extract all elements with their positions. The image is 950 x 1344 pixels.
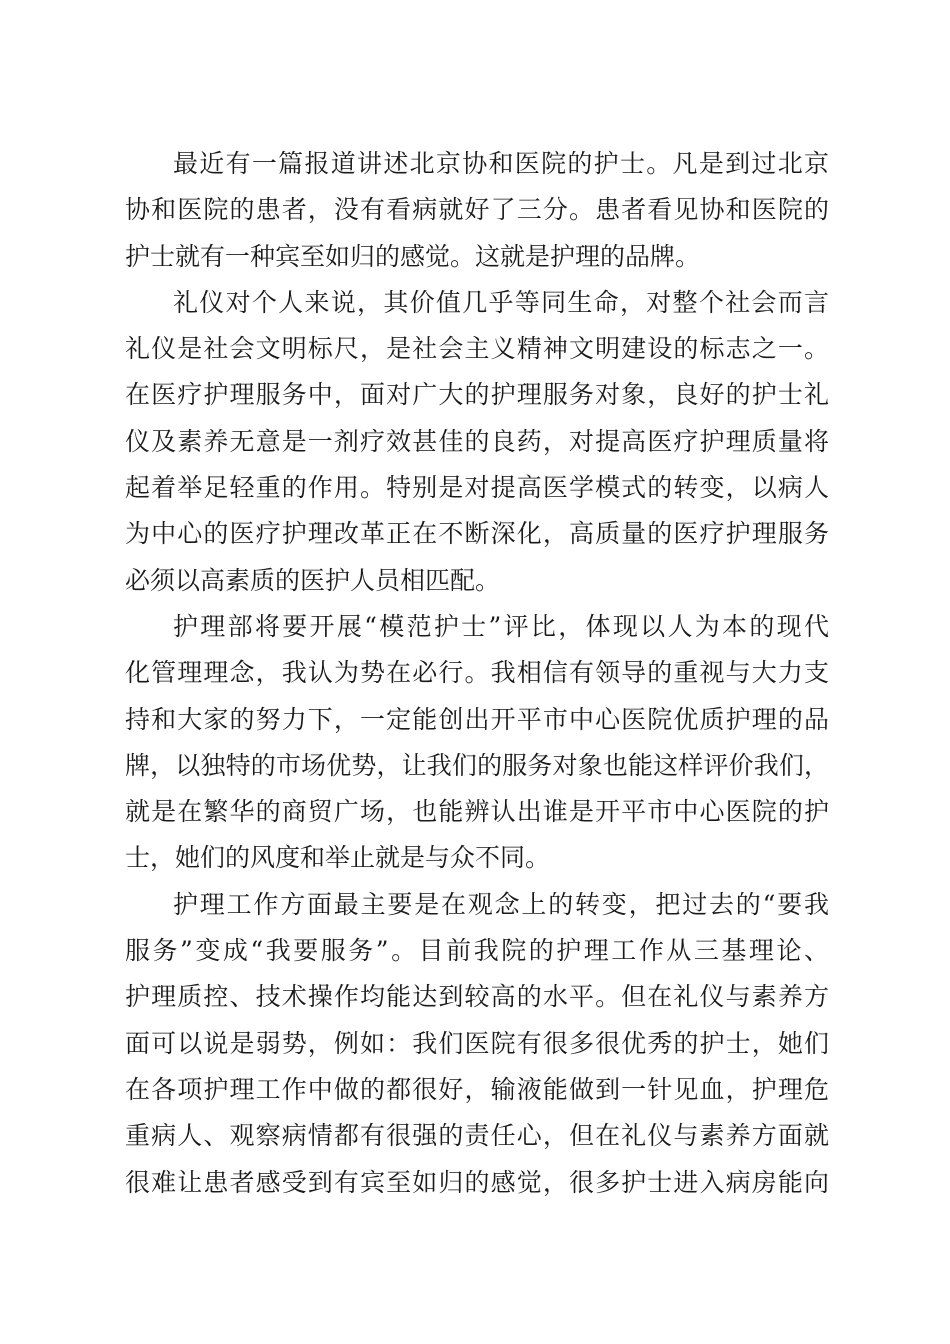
paragraph-2-line-4: 仪及素养无意是一剂疗效甚佳的良药，对提高医疗护理质量将 [125,426,829,456]
paragraph-2-line-3: 在医疗护理服务中，面对广大的护理服务对象，良好的护士礼 [125,380,829,410]
paragraph-3-line-1: 护理部将要开展“模范护士”评比，体现以人为本的现代 [173,611,829,641]
paragraph-1-line-1: 最近有一篇报道讲述北京协和医院的护士。凡是到过北京 [173,149,829,178]
paragraph-4-line-3: 护理质控、技术操作均能达到较高的水平。但在礼仪与素养方 [125,982,829,1012]
paragraph-1-line-2: 协和医院的患者，没有看病就好了三分。患者看见协和医院的 [125,195,829,225]
paragraph-3-line-2: 化管理理念，我认为势在必行。我相信有领导的重视与大力支 [125,658,829,688]
paragraph-2-line-6: 为中心的医疗护理改革正在不断深化，高质量的医疗护理服务 [125,519,829,549]
body-text [125,141,829,1206]
paragraph-4-line-1: 护理工作方面最主要是在观念上的转变，把过去的“要我 [173,889,829,919]
paragraph-2-line-1: 礼仪对个人来说，其价值几乎等同生命，对整个社会而言 [173,287,829,317]
paragraph-3-line-4: 牌，以独特的市场优势，让我们的服务对象也能这样评价我们， [125,750,829,780]
paragraph-4-line-2: 服务”变成“我要服务”。目前我院的护理工作从三基理论、 [125,936,829,966]
paragraph-4-line-4: 面可以说是弱势，例如：我们医院有很多很优秀的护士，她们 [125,1028,829,1058]
paragraph-4-line-5: 在各项护理工作中做的都很好，输液能做到一针见血，护理危 [125,1074,829,1104]
paragraph-4-line-6: 重病人、观察病情都有很强的责任心，但在礼仪与素养方面就 [125,1121,829,1151]
paragraph-3-line-6: 士，她们的风度和举止就是与众不同。 [125,843,551,873]
paragraph-2-line-7: 必须以高素质的医护人员相匹配。 [125,565,501,595]
paragraph-4-line-7: 很难让患者感受到有宾至如归的感觉，很多护士进入病房能向 [125,1167,829,1197]
paragraph-3-line-5: 就是在繁华的商贸广场，也能辨认出谁是开平市中心医院的护 [125,797,829,827]
paragraph-1-line-3: 护士就有一种宾至如归的感觉。这就是护理的品牌。 [125,241,701,271]
paragraph-2-line-2: 礼仪是社会文明标尺，是社会主义精神文明建设的标志之一。 [125,334,829,364]
paragraph-2-line-5: 起着举足轻重的作用。特别是对提高医学模式的转变，以病人 [125,473,829,503]
paragraph-3-line-3: 持和大家的努力下，一定能创出开平市中心医院优质护理的品 [125,704,829,734]
